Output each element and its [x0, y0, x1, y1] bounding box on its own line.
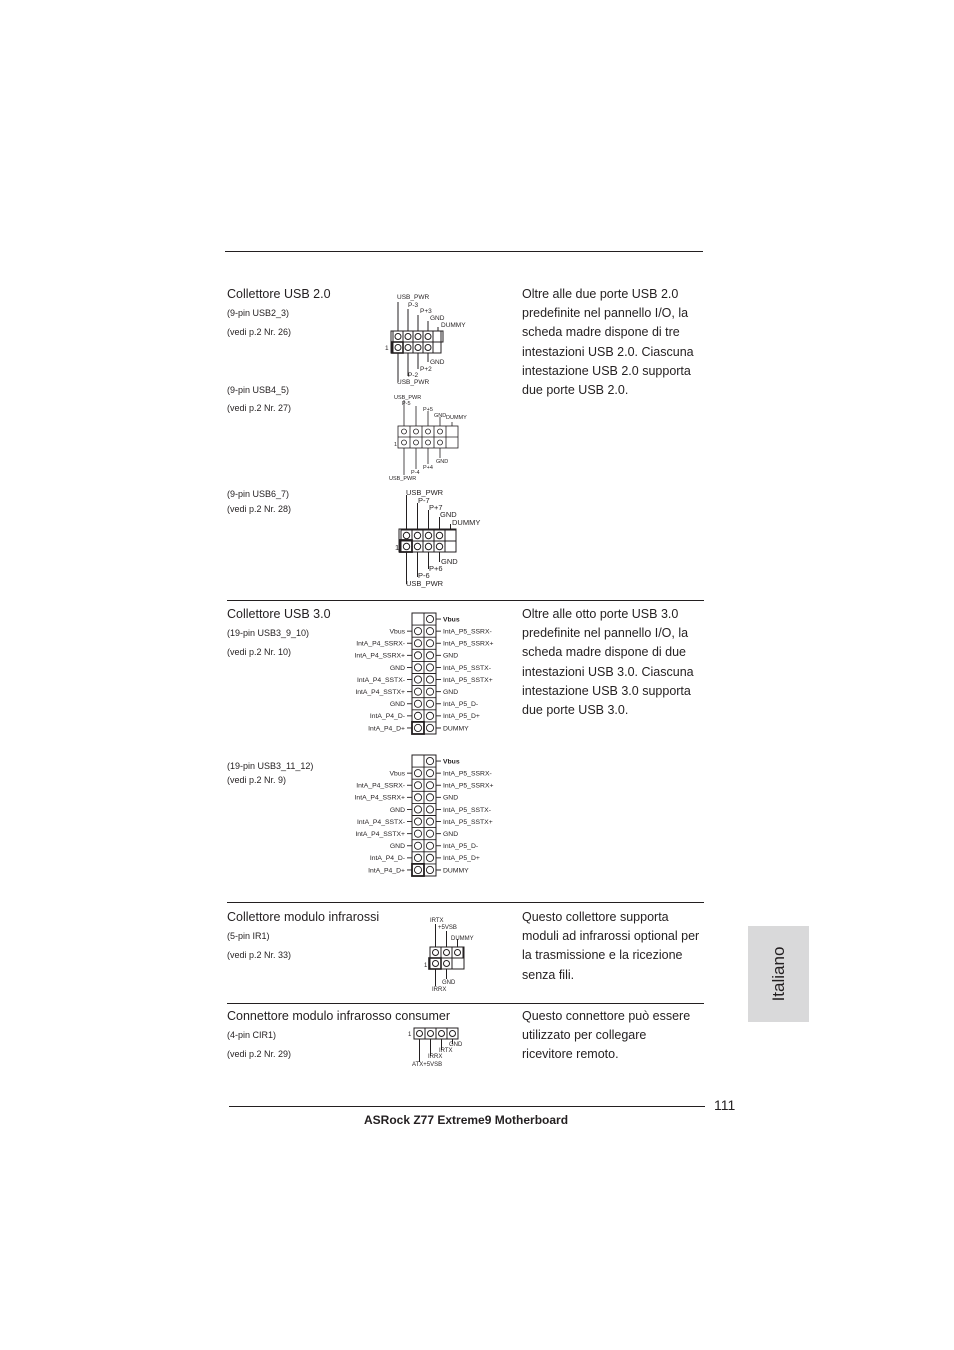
cir-label-gnd: GND: [449, 1042, 463, 1048]
usb3-left-pin-label: IntA_P4_D-: [369, 855, 405, 863]
usb6-7-label-p-minus: P-7: [418, 496, 430, 505]
usb3-left-pin-label: GND: [389, 843, 405, 851]
cir-header-diagram: [405, 1023, 475, 1071]
usb4-5-pin1: 1: [394, 442, 398, 448]
usb3-header2-ref: (vedi p.2 Nr. 9): [227, 775, 287, 785]
usb6-7-label-gnd-top: GND: [440, 510, 457, 519]
usb4-5-label-dummy: DUMMY: [446, 415, 467, 421]
ir-label-gnd: GND: [442, 980, 456, 986]
usb2-header2-pins: (9-pin USB4_5): [227, 385, 290, 395]
usb3-right-pin-label: IntA_P5_SSTX+: [443, 676, 493, 684]
cir-divider: [227, 1003, 704, 1004]
ir-ref: (vedi p.2 Nr. 33): [227, 950, 292, 960]
usb3-left-pin-label: IntA_P4_SSTX+: [355, 688, 405, 696]
usb2-3-label-p-minus-bottom: P-2: [408, 372, 419, 379]
top-rule: [225, 251, 703, 252]
usb6-7-label-gnd-bottom: GND: [441, 557, 458, 566]
usb2-3-header-diagram: [383, 290, 483, 390]
usb6-7-pin1: 1: [395, 543, 400, 552]
usb3-left-pin-label: GND: [389, 806, 405, 814]
footer-product-name: ASRock Z77 Extreme9 Motherboard: [364, 1113, 569, 1127]
cir-label-atx-5vsb: ATX+5VSB: [412, 1062, 443, 1068]
usb3-left-pin-label: GND: [389, 664, 405, 672]
usb2-3-label-dummy: DUMMY: [441, 322, 466, 329]
usb3-right-pin-label: IntA_P5_SSTX-: [443, 664, 491, 672]
usb3-left-pin-label: IntA_P4_SSTX-: [357, 818, 405, 826]
usb3-header2-pins: (19-pin USB3_11_12): [227, 761, 314, 771]
language-tab-label: Italiano: [768, 946, 788, 1002]
usb3-left-pin-label: IntA_P4_SSRX-: [356, 640, 405, 648]
usb3-right-pin-label: IntA_P5_SSTX+: [443, 818, 493, 826]
usb3-title: Collettore USB 3.0: [227, 607, 331, 621]
ir-divider: [227, 902, 704, 903]
usb6-7-label-usb-pwr-top: USB_PWR: [406, 488, 444, 497]
cir-label-irtx: IRTX: [439, 1048, 453, 1054]
ir-title: Collettore modulo infrarossi: [227, 910, 380, 924]
usb3-description: Oltre alle otto porte USB 3.0 predefinite nel pannello I/O, la scheda madre dispone di due intestazioni USB 3.0. Ciascuna intestazione USB 3.0 supporta due porte USB 3.0.: [522, 607, 694, 718]
usb4-5-label-p-minus: P-5: [402, 401, 411, 407]
usb3-left-pin-label: GND: [389, 701, 405, 709]
usb3-right-pin-label: IntA_P5_SSRX+: [443, 782, 494, 790]
usb3-right-pin-label: DUMMY: [443, 725, 469, 733]
usb3-right-pin-label: Vbus: [443, 616, 460, 624]
usb2-3-label-usb-pwr-top: USB_PWR: [397, 294, 430, 301]
usb2-3-pin1: 1: [385, 345, 389, 352]
usb3-right-pin-label: IntA_P5_D-: [443, 843, 479, 851]
usb3-left-pin-label: IntA_P4_SSTX+: [355, 830, 405, 838]
usb4-5-label-p-plus: P+5: [423, 407, 433, 413]
usb4-5-label-gnd-bottom: GND: [436, 459, 449, 465]
usb2-title: Collettore USB 2.0: [227, 287, 331, 301]
usb4-5-label-usb-pwr-bottom: USB_PWR: [389, 476, 417, 482]
usb3-right-pin-label: GND: [443, 794, 459, 802]
usb4-5-label-gnd-top: GND: [434, 413, 447, 419]
usb4-5-label-p-plus-bottom: P+4: [423, 465, 433, 471]
usb3-left-pin-label: Vbus: [389, 770, 405, 778]
ir-label-dummy: DUMMY: [451, 936, 474, 942]
usb2-3-label-gnd-top: GND: [430, 315, 445, 322]
usb2-3-label-p-plus: P+3: [420, 308, 432, 315]
usb3-left-pin-label: Vbus: [389, 628, 405, 636]
usb3-right-pin-label: IntA_P5_SSRX-: [443, 770, 492, 778]
ir-label-irrx: IRRX: [432, 987, 447, 993]
usb3-right-pin-label: IntA_P5_SSRX+: [443, 640, 494, 648]
language-side-tab: [748, 926, 809, 1022]
usb6-7-label-dummy: DUMMY: [452, 518, 481, 527]
usb3-9-10-header-diagram: [340, 610, 510, 740]
cir-ref: (vedi p.2 Nr. 29): [227, 1049, 292, 1059]
page-number: 111: [714, 1097, 736, 1113]
usb3-left-pin-label: IntA_P4_SSRX+: [354, 652, 405, 660]
usb2-header2-ref: (vedi p.2 Nr. 27): [227, 403, 292, 413]
usb3-right-pin-label: IntA_P5_SSTX-: [443, 806, 491, 814]
usb3-right-pin-label: IntA_P5_D+: [443, 855, 480, 863]
usb2-description: Oltre alle due porte USB 2.0 predefinite nel pannello I/O, la scheda madre dispone di tre intestazioni USB 2.0. Ciascuna intestazione USB 2.0 supporta due porte USB 2.0.: [522, 287, 694, 398]
usb3-right-pin-label: GND: [443, 830, 459, 838]
ir-pins: (5-pin IR1): [227, 931, 270, 941]
usb6-7-label-p-plus: P+7: [429, 503, 443, 512]
usb3-left-pin-label: IntA_P4_SSRX-: [356, 782, 405, 790]
usb3-left-pin-label: IntA_P4_D+: [368, 725, 405, 733]
usb3-right-pin-label: GND: [443, 688, 459, 696]
usb2-3-label-p-plus-bottom: P+2: [420, 366, 432, 373]
ir-label-5vsb: +5VSB: [438, 925, 457, 931]
footer-rule: [229, 1106, 705, 1107]
usb3-right-pin-label: IntA_P5_D+: [443, 713, 480, 721]
cir-pin1: 1: [408, 1032, 412, 1038]
cir-pins: (4-pin CIR1): [227, 1030, 277, 1040]
usb3-left-pin-label: IntA_P4_SSTX-: [357, 676, 405, 684]
usb3-right-pin-label: DUMMY: [443, 867, 469, 875]
usb4-5-label-usb-pwr-top: USB_PWR: [394, 395, 422, 401]
usb3-11-12-header-diagram: [340, 752, 510, 882]
cir-description: Questo connettore può essere utilizzato per collegare ricevitore remoto.: [522, 1009, 691, 1062]
usb4-5-label-p-minus-bottom: P-4: [411, 470, 420, 476]
usb6-7-label-usb-pwr-bottom: USB_PWR: [406, 579, 444, 588]
ir-header-diagram: [420, 912, 490, 994]
usb6-7-label-p-minus-bottom: P-6: [418, 571, 430, 580]
usb2-3-label-usb-pwr-bottom: USB_PWR: [397, 379, 430, 386]
usb2-header3-pins: (9-pin USB6_7): [227, 489, 290, 499]
usb3-left-pin-label: IntA_P4_SSRX+: [354, 794, 405, 802]
usb3-header1-pins: (19-pin USB3_9_10): [227, 628, 310, 638]
usb3-right-pin-label: IntA_P5_SSRX-: [443, 628, 492, 636]
usb6-7-label-p-plus-bottom: P+6: [429, 564, 443, 573]
usb3-divider: [227, 600, 704, 601]
cir-label-irrx: IRRX: [428, 1054, 443, 1060]
usb2-header1-pins: (9-pin USB2_3): [227, 308, 290, 318]
ir-label-irtx: IRTX: [430, 918, 444, 924]
usb2-3-label-gnd-bottom: GND: [430, 359, 445, 366]
usb3-right-pin-label: GND: [443, 652, 459, 660]
usb4-5-header-diagram: [383, 390, 483, 482]
usb6-7-header-diagram: [393, 485, 483, 590]
cir-title: Connettore modulo infrarosso consumer: [227, 1009, 451, 1023]
usb3-right-pin-label: Vbus: [443, 758, 460, 766]
usb3-left-pin-label: IntA_P4_D-: [369, 713, 405, 721]
ir-pin1: 1: [424, 963, 428, 969]
usb2-header3-ref: (vedi p.2 Nr. 28): [227, 504, 292, 514]
usb3-header1-ref: (vedi p.2 Nr. 10): [227, 647, 292, 657]
usb3-right-pin-label: IntA_P5_D-: [443, 701, 479, 709]
usb2-header1-ref: (vedi p.2 Nr. 26): [227, 327, 292, 337]
usb3-left-pin-label: IntA_P4_D+: [368, 867, 405, 875]
usb2-3-label-p-minus: P-3: [408, 302, 419, 309]
ir-description: Questo collettore supporta moduli ad infrarossi optional per la trasmissione e la ricezione senza fili.: [522, 910, 700, 982]
